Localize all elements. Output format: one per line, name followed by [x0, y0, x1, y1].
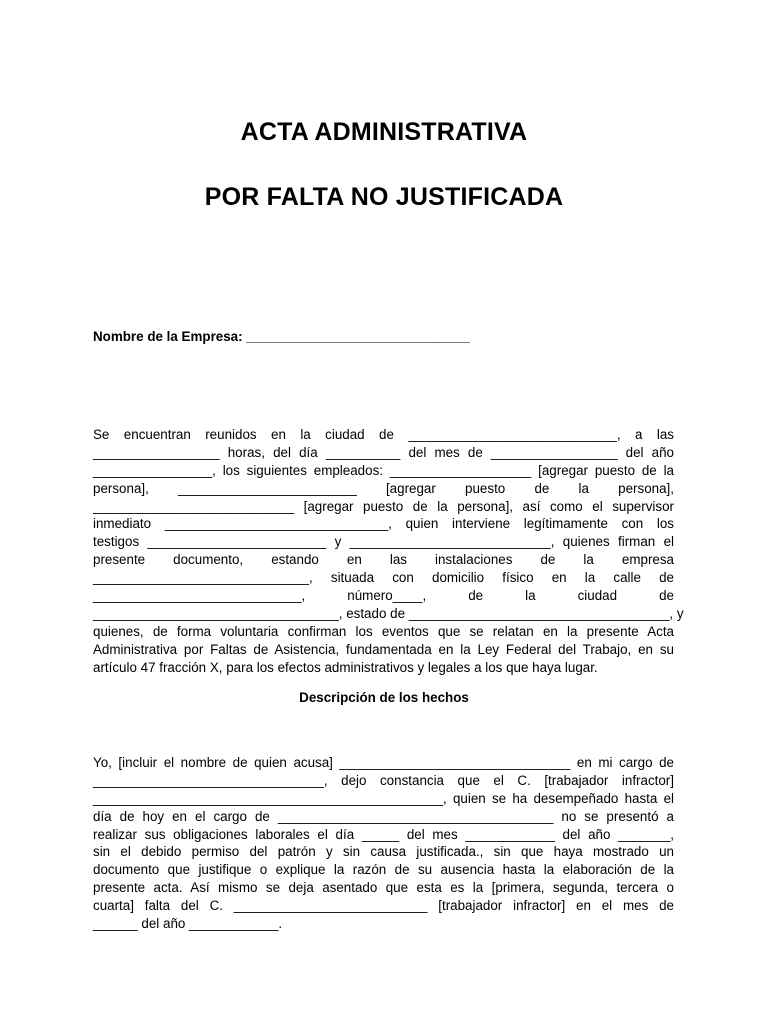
- paragraph-line: _________________ horas, del día __________ del mes de _________________ del año: [93, 444, 674, 460]
- paragraph-line: testigos ________________________ y ___________________________, quienes firman el: [93, 534, 674, 550]
- paragraph-line: ___________________________ [agregar puesto de la persona], así como el supervisor: [93, 498, 674, 514]
- section-heading: Descripción de los hechos: [299, 690, 469, 705]
- paragraph-line: ____________________________, número____, de la ciudad de: [93, 588, 674, 604]
- paragraph-line: presente documento, estando en las instalaciones de la empresa: [93, 552, 674, 568]
- paragraph-line: realizar sus obligaciones laborales el día _____ del mes ____________ del año _______,: [93, 826, 674, 842]
- paragraph-line: cuarta] falta del C. __________________________ [trabajador infractor] en el mes de: [93, 898, 674, 914]
- paragraph-line: Yo, [incluir el nombre de quien acusa] _______________________________ en mi cargo de: [93, 755, 674, 770]
- meeting-paragraph: [93, 426, 684, 676]
- paragraph-line: artículo 47 fracción X, para los efectos administrativos y legales a los que haya lugar.: [93, 659, 598, 675]
- paragraph-line: persona], ________________________ [agregar puesto de la persona],: [93, 480, 674, 496]
- facts-paragraph: [93, 754, 674, 933]
- paragraph-line: Administrativa por Faltas de Asistencia, fundamentada en la Ley Federal del Trabajo, en su: [93, 641, 674, 657]
- paragraph-line: quienes, de forma voluntaria confirman los eventos que se relatan en la presente Acta: [93, 623, 674, 639]
- company-name-line: Nombre de la Empresa: ______________________________: [93, 329, 470, 344]
- paragraph-line: inmediato ______________________________, quien interviene legítimamente con los: [93, 516, 674, 532]
- paragraph-line: _____________________________, situada con domicilio físico en la calle de: [93, 570, 674, 586]
- paragraph-line: presente acta. Así mismo se deja asentado que esta es la [primera, segunda, tercera o: [93, 880, 674, 896]
- paragraph-line: día de hoy en el cargo de _____________________________________ no se presentó a: [93, 808, 674, 824]
- document-title-line-1: ACTA ADMINISTRATIVA: [240, 118, 528, 146]
- paragraph-line: ______ del año ____________.: [93, 916, 283, 932]
- paragraph-line: _________________________________, estado de ___________________________________, y: [93, 605, 684, 621]
- paragraph-line: ________________, los siguientes empleados: ___________________ [agregar puesto de la: [93, 462, 674, 478]
- paragraph-line: sin el debido permiso del patrón y sin causa justificada., sin que haya mostrado un: [93, 844, 674, 860]
- paragraph-line: documento que justifique o explique la razón de su ausencia hasta la elaboración de la: [93, 862, 674, 878]
- paragraph-line: _______________________________________________, quien se ha desempeñado hasta el: [93, 790, 674, 806]
- document-title-line-2: POR FALTA NO JUSTIFICADA: [204, 183, 564, 211]
- paragraph-line: _______________________________, dejo constancia que el C. [trabajador infractor]: [93, 772, 674, 788]
- paragraph-line: Se encuentran reunidos en la ciudad de ____________________________, a las: [93, 427, 674, 442]
